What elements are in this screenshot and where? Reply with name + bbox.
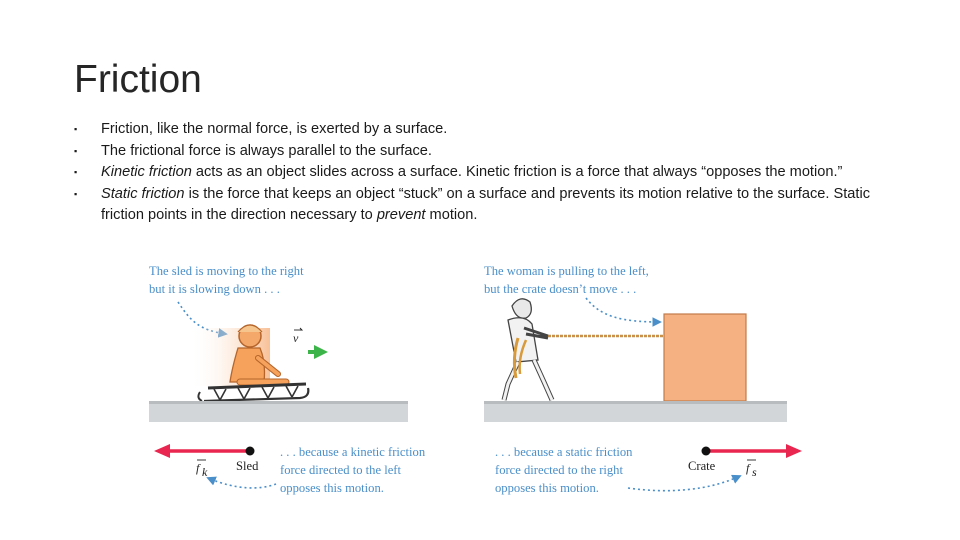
bullet-item [74,141,894,163]
crate-caption-pointer [586,298,660,322]
static-caption-pointer [628,476,740,491]
velocity-arrow [308,345,328,359]
bullet-marker: ▪ [74,167,78,177]
bullet-text: Friction, like the normal force, is exerted by a surface. [101,121,448,137]
static-because-line3: opposes this motion. [495,481,599,495]
bullet-emphasis: prevent [376,207,426,223]
static-because-line2: force directed to the right [495,463,623,477]
bullet-marker: ▪ [74,188,78,199]
sled-ground [149,401,408,422]
static-friction-label: f [746,461,750,475]
crate-illustration [664,314,746,401]
bullet-text: acts as an object slides across a surface. Kinetic friction is a force that always “opposes the motion.” [191,164,843,180]
kinetic-because-line3: opposes this motion. [280,481,384,495]
sled-point [246,447,255,456]
slide-title: Friction [74,58,202,101]
kinetic-caption-pointer [208,478,276,488]
crate-caption-line2: but the crate doesn’t move . . . [484,282,637,296]
crate-caption-line1: The woman is pulling to the left, [484,264,649,278]
kinetic-friction-subscript: k [202,465,208,479]
crate-label: Crate [688,459,716,473]
bullet-text: is the force that keeps an object “stuck” on a surface and prevents its motion relative to the surface. Static friction points in the direction necessary to [101,185,870,223]
bullet-marker: ▪ [74,124,78,134]
crate-ground [484,401,787,422]
sled-illustration [198,384,308,401]
bullet-text: The frictional force is always parallel to the surface. [101,142,432,159]
bullet-term: Static friction [101,185,185,202]
bullet-text: motion. [425,207,478,223]
static-because-line1: . . . because a static friction [495,445,633,459]
sled-rider-illustration [190,325,286,386]
velocity-label: v [293,331,299,345]
sled-caption-line2: but it is slowing down . . . [149,282,280,296]
bullet-item [74,162,894,184]
kinetic-because-line2: force directed to the left [280,463,401,477]
kinetic-because-line1: . . . because a kinetic friction [280,445,426,459]
static-friction-subscript: s [752,465,757,479]
bullet-item [74,184,894,227]
sled-label: Sled [236,459,259,473]
static-friction-arrow [702,444,803,458]
crate-point [702,447,711,456]
bullet-marker: ▪ [74,145,78,156]
kinetic-friction-arrow [154,444,255,458]
sled-caption-line1: The sled is moving to the right [149,264,304,278]
friction-figure [140,258,820,508]
kinetic-friction-label: f [196,461,200,475]
woman-illustration [504,299,552,400]
bullet-list [74,119,894,227]
bullet-item [74,119,894,141]
bullet-term: Kinetic friction [101,164,192,180]
